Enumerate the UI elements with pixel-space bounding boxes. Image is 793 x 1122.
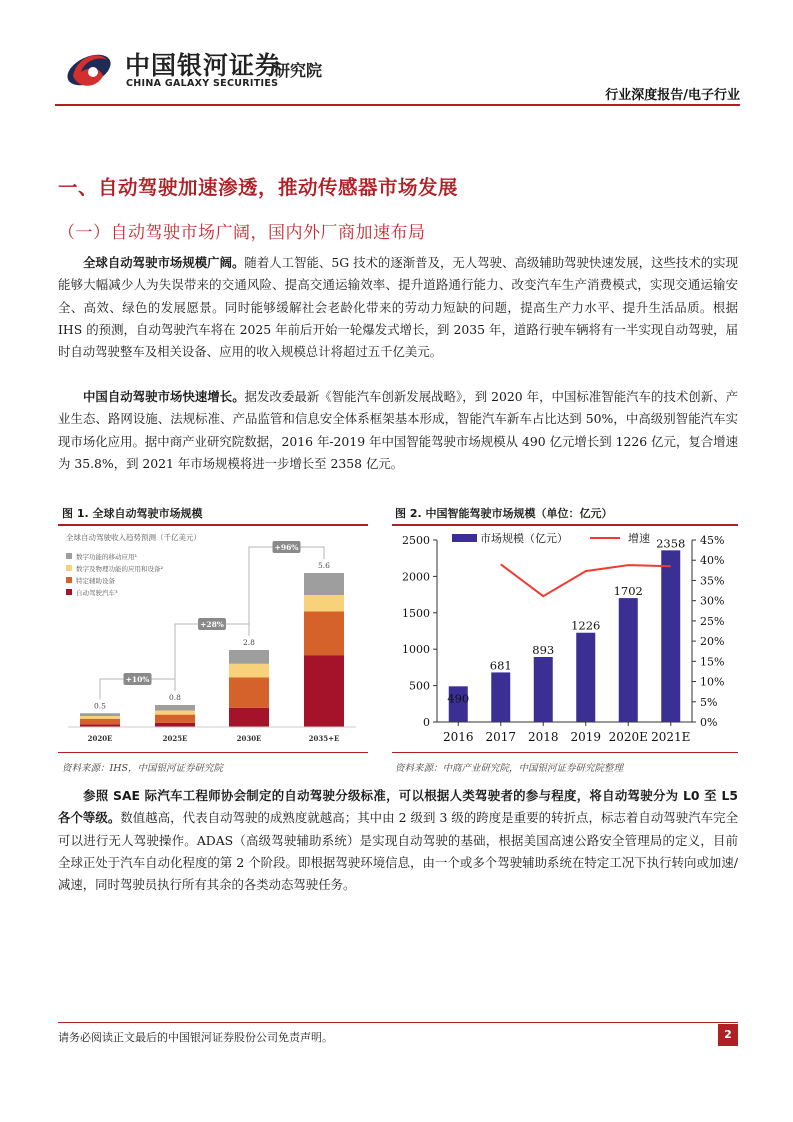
stacked-bar-segment <box>304 573 344 595</box>
y-tick-label: 1500 <box>402 606 430 620</box>
growth-label: +28% <box>200 620 224 629</box>
figure2-bottom-rule <box>392 752 738 753</box>
bar-value-label: 681 <box>489 658 512 673</box>
y2-tick-label: 0% <box>700 716 718 729</box>
x-tick-label: 2020E <box>608 730 648 744</box>
brand-name-cn: 中国银河证券 <box>125 51 282 80</box>
stacked-bar-segment <box>304 595 344 612</box>
paragraph-lead: 全球自动驾驶市场规模广阔。 <box>83 255 245 270</box>
figure2-top-rule <box>392 524 738 526</box>
market-size-bar <box>661 550 680 722</box>
stacked-bar-segment <box>304 656 344 728</box>
x-tick-label: 2018 <box>527 730 559 744</box>
figure1-inner-title: 全球自动驾驶收入趋势预测（千亿美元） <box>66 533 201 542</box>
legend-label: 市场规模（亿元） <box>480 532 568 545</box>
bar-total-label: 0.8 <box>169 693 181 702</box>
bar-value-label: 893 <box>532 642 555 657</box>
bar-value-label: 1226 <box>571 618 601 633</box>
figure1-top-rule <box>58 524 368 526</box>
x-tick-label: 2021E <box>651 730 691 744</box>
page-number: 2 <box>718 1024 738 1046</box>
paragraph-sae-levels <box>58 785 738 896</box>
stacked-bar-segment <box>304 612 344 656</box>
y2-tick-label: 25% <box>700 614 725 628</box>
y2-tick-label: 35% <box>700 574 725 588</box>
y2-tick-label: 20% <box>700 635 725 649</box>
stacked-bar-segment <box>229 664 269 678</box>
stacked-bar-segment <box>155 705 195 711</box>
document-type: 行业深度报告/电子行业 <box>605 88 740 103</box>
header-divider <box>55 104 740 106</box>
y2-tick-label: 15% <box>700 655 725 669</box>
x-tick-label: 2019 <box>570 730 602 744</box>
growth-label: +10% <box>125 675 150 684</box>
figure2-chart <box>392 528 737 750</box>
legend-label: 自动驾驶汽车³ <box>76 588 118 597</box>
legend-label: 增速 <box>628 532 650 545</box>
brand-name-en: CHINA GALAXY SECURITIES <box>126 78 279 89</box>
stacked-bar-segment <box>229 650 269 664</box>
paragraph-lead: 中国自动驾驶市场快速增长。 <box>83 389 245 404</box>
x-tick-label: 2025E <box>162 734 188 743</box>
x-tick-label: 2017 <box>485 730 517 744</box>
paragraph-body: 数值越高，代表自动驾驶的成熟度就越高；其中由 2 级到 3 级的跨度是重要的转折点，标志着自动驾驶汽车完全可以进行无人驾驶操作。ADAS（高级驾驶辅助系统）是实现自动驾驶的基础，根据美国高速公路安全管理局的定义，目前全球正处于汽车自动化程度的第 2 个阶段。即根据驾驶环境信息，由一个或多个驾驶辅助系统在特定工况下执行转向或加速/减速，同时驾驶员执行所有其余的各类动态驾驶任务。 <box>58 810 739 893</box>
stacked-bar-segment <box>80 716 120 719</box>
paragraph-china-market <box>58 386 738 475</box>
growth-label: +96% <box>274 543 299 552</box>
stacked-bar-segment <box>155 711 195 715</box>
figure1-plot <box>58 528 358 748</box>
stacked-bar-segment <box>229 678 269 708</box>
stacked-bar-segment <box>155 723 195 727</box>
legend-label: 数字功能的移动应用¹ <box>76 552 138 561</box>
figure2-title: 图 2. 中国智能驾驶市场规模（单位：亿元） <box>395 507 613 520</box>
subsection-heading: （一）自动驾驶市场广阔，国内外厂商加速布局 <box>58 223 426 243</box>
figure1-bottom-rule <box>58 752 368 753</box>
footer-disclaimer: 请务必阅读正文最后的中国银河证券股份公司免责声明。 <box>58 1031 333 1044</box>
figure1-chart <box>58 528 358 748</box>
growth-rate-line <box>501 564 671 599</box>
bar-value-label: 490 <box>447 691 470 706</box>
legend-swatch-bar <box>452 534 477 542</box>
figure1-source: 资料来源：IHS，中国银河证券研究院 <box>62 763 224 774</box>
y-tick-label: 1000 <box>402 643 430 657</box>
institute-label: 研究院 <box>274 61 323 80</box>
paragraph-body: 据发改委最新《智能汽车创新发展战略》，到 2020 年，中国标准智能汽车的技术创新、产业生态、路网设施、法规标准、产品监管和信息安全体系框架基本形成，智能汽车新车占比达到 50%，中高级别智能汽车实现市场化应用。据中商产业研究院数据，2016 年-2019 年中国智能驾驶市场规模从 490 亿元增长到 1226 亿元，复合增速为 35.8%，到 2021 年市场规模将进一步增长至 2358 亿元。 <box>58 389 738 471</box>
stacked-bar-segment <box>80 713 120 716</box>
stacked-bar-segment <box>229 708 269 727</box>
x-tick-label: 2016 <box>442 730 474 744</box>
legend-label: 特定辅助设备 <box>76 576 115 585</box>
paragraph-global-market <box>58 252 738 363</box>
y2-tick-label: 40% <box>700 554 725 568</box>
x-tick-label: 2030E <box>236 734 262 743</box>
paragraph-lead: 参照 SAE 际汽车工程师协会制定的自动驾驶分级标准，可以根据人类驾驶者的参与程度，将自动驾驶分为 L0 至 L5 各个等级。 <box>58 788 738 826</box>
stacked-bar-segment <box>80 719 120 725</box>
y2-tick-label: 30% <box>700 594 725 608</box>
y-tick-label: 2500 <box>402 534 430 547</box>
bar-total-label: 2.8 <box>243 638 255 647</box>
bar-value-label: 1702 <box>613 584 643 599</box>
y2-tick-label: 10% <box>700 675 725 689</box>
market-size-bar <box>534 657 553 722</box>
x-tick-label: 2035+E <box>308 734 340 743</box>
bar-total-label: 0.5 <box>94 701 106 711</box>
figure2-source: 资料来源：中商产业研究院，中国银河证券研究院整理 <box>395 763 624 774</box>
section-heading: 一、自动驾驶加速渗透，推动传感器市场发展 <box>58 176 459 199</box>
x-tick-label: 2020E <box>87 734 113 743</box>
galaxy-logo-icon <box>63 42 115 94</box>
footer-divider <box>58 1022 738 1023</box>
bar-total-label: 5.6 <box>318 561 330 570</box>
stacked-bar-segment <box>155 715 195 723</box>
market-size-bar <box>619 598 638 722</box>
y-tick-label: 0 <box>423 716 430 729</box>
page-header <box>55 40 740 102</box>
bar-value-label: 2358 <box>656 536 686 551</box>
legend-label: 数字及物理功能的应用和设备² <box>76 564 164 573</box>
y-tick-label: 2000 <box>402 570 430 584</box>
market-size-bar <box>491 672 510 722</box>
market-size-bar <box>576 633 595 722</box>
figure2-plot <box>392 528 737 750</box>
y-tick-label: 500 <box>409 679 430 693</box>
figure1-title: 图 1. 全球自动驾驶市场规模 <box>62 507 203 520</box>
y2-tick-label: 5% <box>700 695 718 709</box>
paragraph-body: 随着人工智能、5G 技术的逐渐普及，无人驾驶、高级辅助驾驶快速发展，这些技术的实现能够大幅减少人为失误带来的交通风险、提高交通运输效率、提升道路通行能力、改变汽车生产消费模式，实现交通运输安全、高效、绿色的发展愿景。同时能够缓解社会老龄化带来的劳动力短缺的问题，提高生产力水平、提升生活品质。根据 IHS 的预测，自动驾驶汽车将在 2025 年前后开始一轮爆发式增长，到 2035 年，道路行驶车辆将有一半实现自动驾驶，届时自动驾驶整车及相关设备、应用的收入规模总计将超过五千亿美元。 <box>58 255 738 360</box>
y2-tick-label: 45% <box>700 534 725 547</box>
